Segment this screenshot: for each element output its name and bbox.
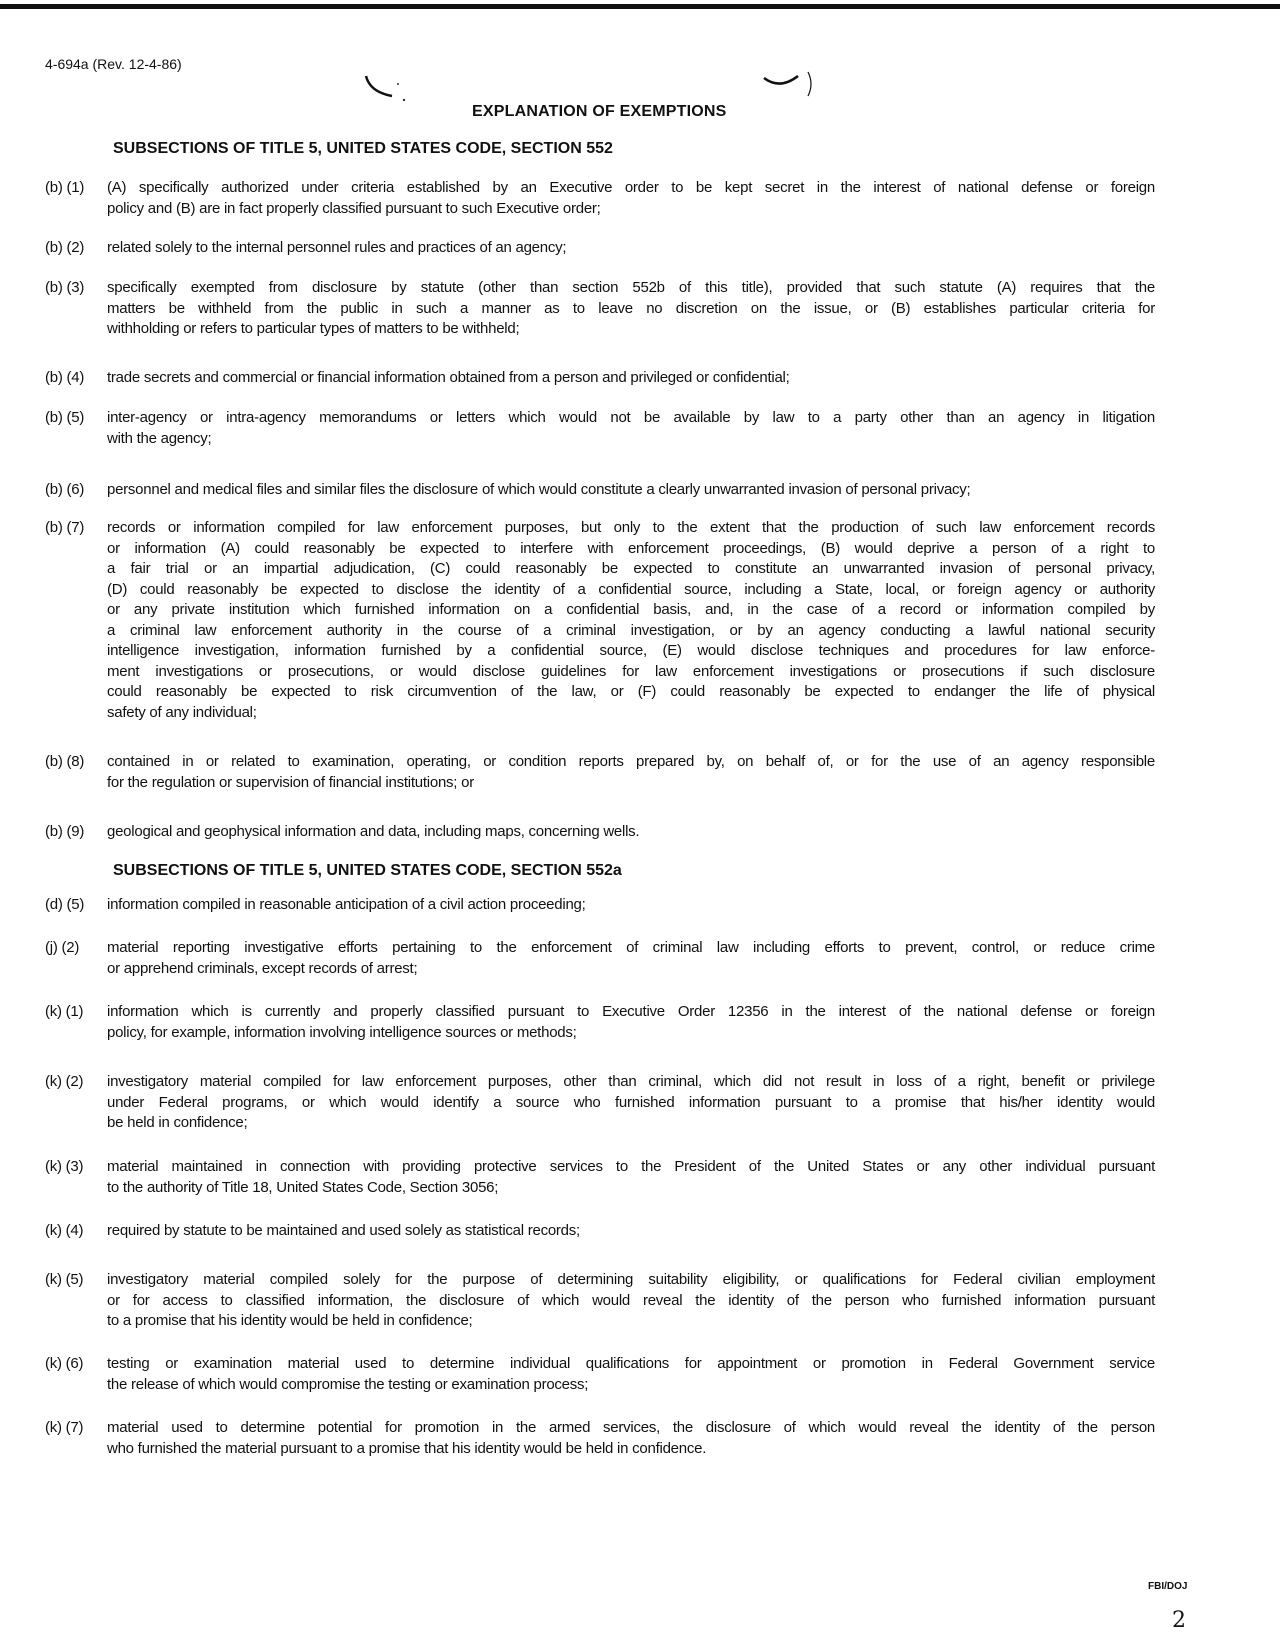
text-line: under Federal programs, or which would identify a source who furnished information pursuant to a promise that his/her identity would <box>107 1093 1155 1111</box>
exemption-label: (b) (2) <box>45 239 85 256</box>
exemption-text <box>107 1157 1155 1198</box>
exemption-text <box>107 938 1155 979</box>
exemption-text <box>107 1072 1155 1134</box>
text-line: trade secrets and commercial or financial information obtained from a person and privileged or confidential; <box>107 369 790 386</box>
text-line: be held in confidence; <box>107 1114 248 1131</box>
exemption-text <box>107 752 1155 793</box>
exemption-text <box>107 1270 1155 1332</box>
text-line: policy and (B) are in fact properly classified pursuant to such Executive order; <box>107 199 601 217</box>
text-line: or any private institution which furnished information on a confidential basis, and, in the case of a record or information compiled by <box>107 601 1155 618</box>
exemption-text <box>107 178 1155 219</box>
text-line: who furnished the material pursuant to a promise that his identity would be held in confidence. <box>107 1439 707 1457</box>
text-line: personnel and medical files and similar files the disclosure of which would constitute a clearly unwarranted invasion of personal privacy; <box>107 481 971 498</box>
exemption-label: (k) (2) <box>45 1073 84 1090</box>
text-line: contained in or related to examination, operating, or condition reports prepared by, on behalf of, or for the use of an agency responsible <box>107 753 1155 770</box>
text-line: (D) could reasonably be expected to disclose the identity of a confidential source, including a State, local, or foreign agency or authority <box>107 580 1155 598</box>
exemption-label: (d) (5) <box>45 896 85 913</box>
exemption-label: (b) (9) <box>45 823 85 840</box>
text-line: investigatory material compiled solely for the purpose of determining suitability eligibility, or qualifications for Federal civilian employment <box>107 1271 1155 1288</box>
text-line: a fair trial or an impartial adjudication, (C) could reasonably be expected to constitute an unwarranted invasion of personal privacy, <box>107 560 1155 577</box>
text-line: (A) specifically authorized under criteria established by an Executive order to be kept secret in the interest of national defense or foreign <box>107 179 1155 196</box>
text-line: information compiled in reasonable anticipation of a civil action proceeding; <box>107 896 586 913</box>
exemption-label: (j) (2) <box>45 939 80 956</box>
text-line: matters be withheld from the public in such a manner as to leave no discretion on the issue, or (B) establishes particular criteria for <box>107 299 1155 317</box>
text-line: or for access to classified information, the disclosure of which would reveal the identity of the person who furnished information pursuant <box>107 1291 1155 1309</box>
footer-agency: FBI/DOJ <box>1148 1581 1188 1592</box>
text-line: with the agency; <box>107 429 212 447</box>
text-line: to a promise that his identity would be held in confidence; <box>107 1312 473 1329</box>
exemption-text <box>107 368 1155 389</box>
exemption-label: (b) (4) <box>45 369 85 386</box>
text-line: to the authority of Title 18, United States Code, Section 3056; <box>107 1178 499 1196</box>
exemption-label: (k) (1) <box>45 1003 84 1020</box>
exemption-label: (b) (1) <box>45 179 85 196</box>
text-line: policy, for example, information involving intelligence sources or methods; <box>107 1023 577 1041</box>
exemption-text <box>107 518 1155 723</box>
text-line: inter-agency or intra-agency memorandums or letters which would not be available by law to a party other than an agency in litigation <box>107 409 1155 426</box>
text-line: or apprehend criminals, except records of arrest; <box>107 959 418 977</box>
text-line: withholding or refers to particular types of matters to be withheld; <box>107 320 520 337</box>
text-line: investigatory material compiled for law enforcement purposes, other than criminal, which did not result in loss of a right, benefit or privilege <box>107 1073 1155 1090</box>
exemption-text <box>107 278 1155 340</box>
text-line: a criminal law enforcement authority in the course of a criminal investigation, or by an agency conducting a lawful national security <box>107 621 1155 639</box>
section-heading: SUBSECTIONS OF TITLE 5, UNITED STATES CODE, SECTION 552 <box>113 140 613 157</box>
text-line: material used to determine potential for promotion in the armed services, the disclosure of which would reveal the identity of the person <box>107 1419 1155 1436</box>
scan-top-border <box>0 4 1280 9</box>
exemption-label: (b) (5) <box>45 409 85 426</box>
exemption-text <box>107 1002 1155 1043</box>
text-line: material maintained in connection with providing protective services to the President of the United States or any other individual pursuant <box>107 1158 1155 1175</box>
text-line: testing or examination material used to determine individual qualifications for appointment or promotion in Federal Government service <box>107 1355 1155 1372</box>
document-title: EXPLANATION OF EXEMPTIONS <box>472 103 727 120</box>
exemption-label: (b) (6) <box>45 481 85 498</box>
exemption-label: (k) (5) <box>45 1271 84 1288</box>
handwritten-page-number: 2 <box>1172 1608 1186 1633</box>
scan-artifact-mark <box>362 70 432 110</box>
exemption-label: (k) (4) <box>45 1222 84 1239</box>
exemption-text <box>107 408 1155 449</box>
text-line: records or information compiled for law enforcement purposes, but only to the extent that the production of such law enforcement records <box>107 519 1155 536</box>
exemption-text <box>107 1354 1155 1395</box>
text-line: intelligence investigation, information furnished by a confidential source, (E) would disclose techniques and procedures for law enforce- <box>107 642 1155 659</box>
exemption-text <box>107 480 1155 501</box>
text-line: information which is currently and properly classified pursuant to Executive Order 12356 in the interest of the national defense or foreign <box>107 1003 1155 1020</box>
exemption-text <box>107 238 1155 259</box>
exemption-label: (b) (8) <box>45 753 85 770</box>
text-line: geological and geophysical information and data, including maps, concerning wells. <box>107 823 640 840</box>
text-line: for the regulation or supervision of financial institutions; or <box>107 773 474 791</box>
text-line: or information (A) could reasonably be expected to interfere with enforcement proceedings, (B) would deprive a person of a right to <box>107 539 1155 557</box>
text-line: the release of which would compromise the testing or examination process; <box>107 1375 589 1393</box>
text-line: related solely to the internal personnel rules and practices of an agency; <box>107 239 567 256</box>
scan-artifact-mark <box>760 66 820 116</box>
exemption-label: (b) (7) <box>45 519 85 536</box>
exemption-label: (k) (6) <box>45 1355 84 1372</box>
text-line: specifically exempted from disclosure by statute (other than section 552b of this title), provided that such statute (A) requires that the <box>107 279 1155 296</box>
exemption-label: (k) (3) <box>45 1158 84 1175</box>
text-line: safety of any individual; <box>107 703 257 721</box>
exemption-text <box>107 822 1155 843</box>
exemption-label: (b) (3) <box>45 279 85 296</box>
text-line: required by statute to be maintained and used solely as statistical records; <box>107 1222 580 1239</box>
exemption-label: (k) (7) <box>45 1419 84 1436</box>
form-number: 4-694a (Rev. 12-4-86) <box>45 56 182 72</box>
text-line: could reasonably be expected to risk circumvention of the law, or (F) could reasonably be expected to endanger the life of physical <box>107 683 1155 700</box>
exemption-text <box>107 1221 1155 1242</box>
exemption-text <box>107 1418 1155 1459</box>
section-heading: SUBSECTIONS OF TITLE 5, UNITED STATES CODE, SECTION 552a <box>113 862 622 879</box>
text-line: ment investigations or prosecutions, or would disclose guidelines for law enforcement investigations or prosecutions if such disclosure <box>107 662 1155 680</box>
text-line: material reporting investigative efforts pertaining to the enforcement of criminal law including efforts to prevent, control, or reduce crime <box>107 939 1155 956</box>
exemption-text <box>107 895 1155 916</box>
